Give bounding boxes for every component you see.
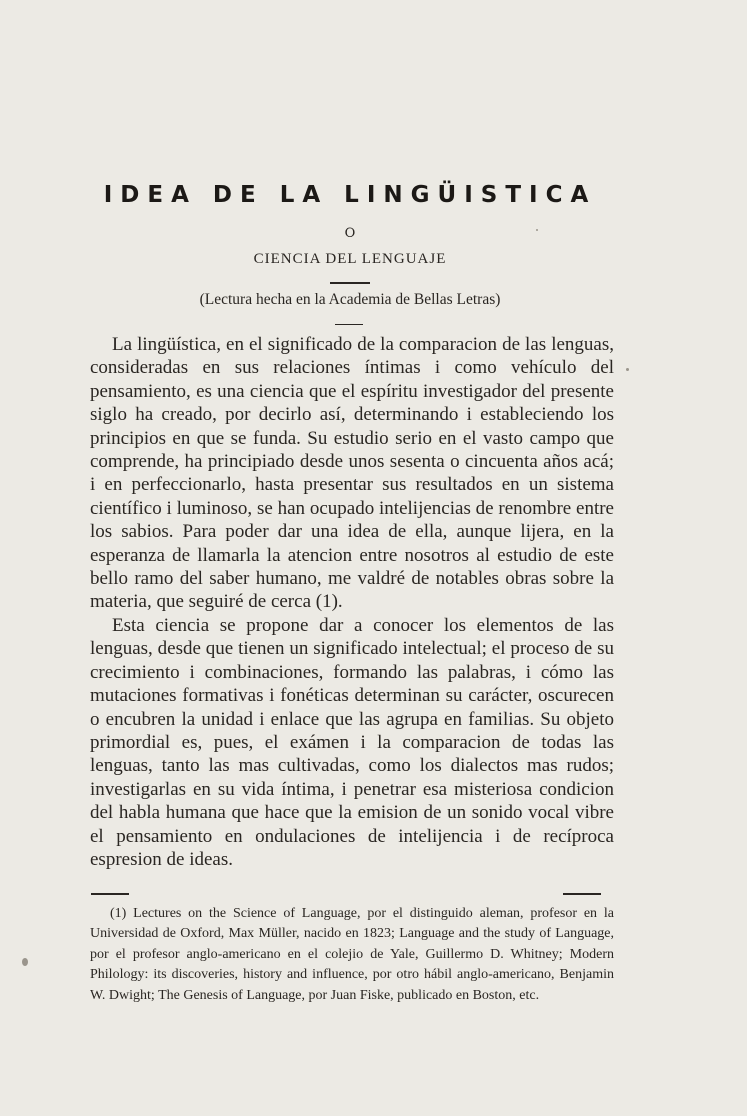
heading-rule — [330, 282, 370, 284]
body-text — [90, 333, 614, 871]
article-subtitle: CIENCIA DEL LENGUAJE — [253, 251, 447, 267]
short-rule — [335, 324, 363, 325]
paragraph-2: Esta ciencia se propone dar a conocer los elementos de las lenguas, desde que tienen un significado intelectual; el proceso de su crecimiento i combinaciones, formando las palabras, i cómo las mutaciones formativas i fonéticas determinan su carácter, oscurecen o encubren la unidad i enlace que las agrupa en familias. Su objeto primordial es, pues, el exámen i la comparacion de todas las lenguas, tanto las mas cultivadas, como los dialectos mas rudos; investigarlas en su vida íntima, i penetrar esa misteriosa condicion del habla humana que hace que la emision de un sonido vocal vibre el pensamiento en ondulaciones de intelijencia i de recíproca espresion de ideas. — [90, 614, 614, 870]
footnote — [90, 904, 614, 1006]
paper-speck — [536, 229, 538, 231]
footnote-text: (1) Lectures on the Science of Language, por el distinguido aleman, profesor en la Universidad de Oxford, Max Müller, nacido en 1823; Language and the study of Language, por el profesor anglo-americano en el colejio de Yale, Guillermo D. Whitney; Modern Philology: its discoveries, history and influence, por otro hábil anglo-americano, Benjamin W. Dwight; The Genesis of Language, por Juan Fiske, publicado en Boston, etc. — [90, 906, 614, 1003]
lecture-note: (Lectura hecha en la Academia de Bellas Letras) — [199, 291, 501, 308]
footnote-rule-right — [563, 893, 601, 895]
paragraph-1: La lingüística, en el significado de la comparacion de las lenguas, consideradas en sus relaciones íntimas i como vehículo del pensamiento, es una ciencia que el espíritu investigador del presente siglo ha creado, por decirlo así, determinando i estableciendo los principios en que se funda. Su estudio serio en el vasto campo que comprende, ha principiado desde unos sesenta o cincuenta años acá; i en perfeccionarlo, hasta presentar sus resultados en un sistema científico i luminoso, se han ocupado intelijencias de renombre entre los sabios. Para poder dar una idea de ella, aunque lijera, en la esperanza de llamarla la atencion entre nosotros al estudio de este bello ramo del saber humano, me valdré de notables obras sobre la materia, que seguiré de cerca (1). — [90, 334, 614, 613]
paper-speck — [626, 368, 629, 371]
footnote-rule-left — [91, 893, 129, 895]
title-conjunction: O — [344, 226, 356, 241]
paper-speck — [22, 958, 28, 966]
article-title: IDEA DE LA LINGÜISTICA — [103, 182, 597, 208]
